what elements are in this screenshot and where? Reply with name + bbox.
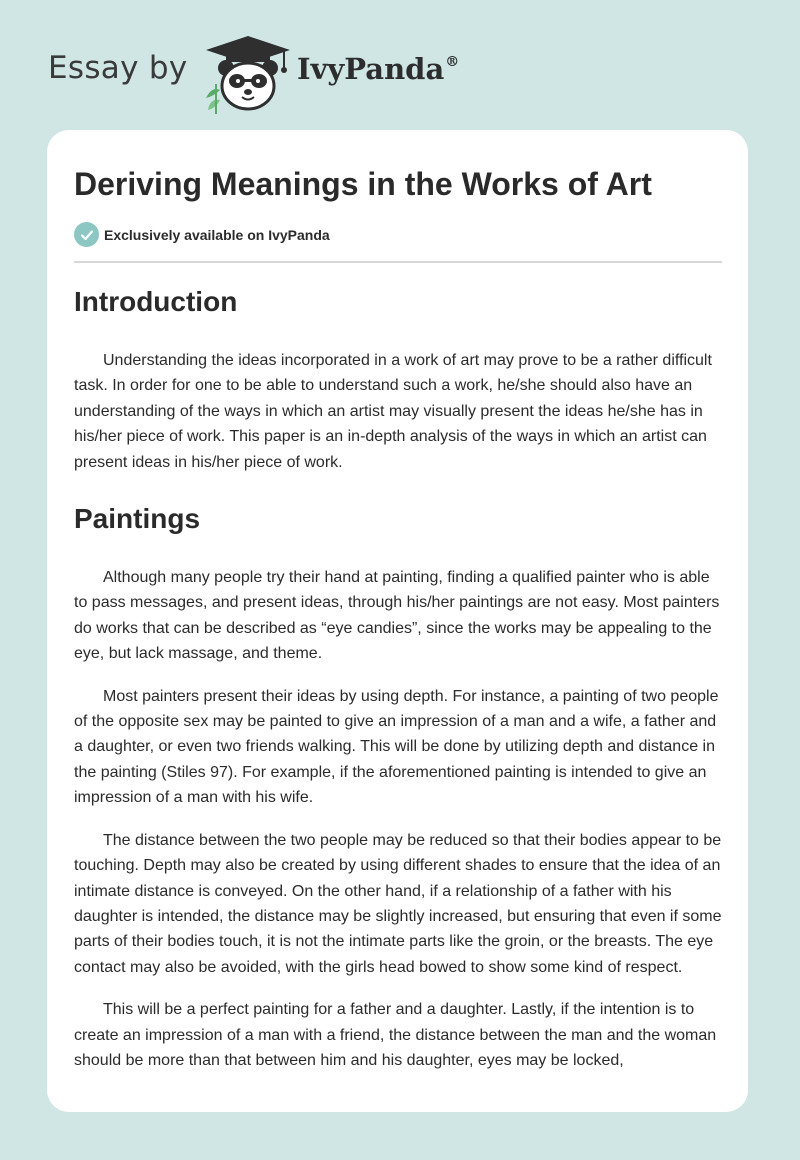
brand-name[interactable]: IvyPanda® xyxy=(297,52,460,86)
essay-card xyxy=(47,130,748,1112)
paragraph: The distance between the two people may be reduced so that their bodies appear to be touching. Depth may also be created by using different shades to ensure that the idea of an intimate distance is conveyed. On the other hand, if a relationship of a father with his daughter is intended, the distance may be slightly increased, but ensuring that even if some parts of their bodies touch, it is not the intimate parts like the groin, or the breasts. The eye contact may also be avoided, with the girls head bowed to show some kind of respect. xyxy=(74,831,722,976)
section-heading-introduction: Introduction xyxy=(74,286,238,317)
divider xyxy=(74,261,722,263)
badge-label: Exclusively available on IvyPanda xyxy=(104,226,330,243)
paragraph: Understanding the ideas incorporated in a work of art may prove to be a rather difficult task. In order for one to be able to understand such a work, he/she should also have an understanding of the ways in which an artist may visually present the ideas he/she has in his/her piece of work. This paper is an in-depth analysis of the ways in which an artist can present ideas in his/her piece of work. xyxy=(74,352,712,471)
exclusive-badge xyxy=(74,222,330,247)
paragraph: Most painters present their ideas by using depth. For instance, a painting of two people of the opposite sex may be painted to give an impression of a man and a wife, a father and a daughter, or even two friends walking. This will be done by utilizing depth and distance in the painting (Stiles 97). For example, if the aforementioned painting is intended to give an impression of a man with his wife. xyxy=(74,687,719,807)
paragraph: This will be a perfect painting for a father and a daughter. Lastly, if the intention is to create an impression of a man with a friend, the distance between the man and the woman should be more than that between him and his daughter, eyes may be locked, xyxy=(74,1001,717,1069)
check-icon xyxy=(74,222,99,247)
essay-by-label: Essay by xyxy=(48,50,188,86)
section-heading-paintings: Paintings xyxy=(74,503,201,535)
panda-graduate-icon[interactable] xyxy=(202,34,294,114)
page-title: Deriving Meanings in the Works of Art xyxy=(74,166,652,202)
essay-body xyxy=(74,280,722,1093)
site-header xyxy=(0,0,800,130)
registered-mark: ® xyxy=(445,54,460,71)
paragraph: Although many people try their hand at painting, finding a qualified painter who is able to pass messages, and present ideas, through his/her paintings are not easy. Most painters do works that can be described as “eye candies”, since the works may be appealing to the eye, but lack massage, and theme. xyxy=(74,569,720,663)
